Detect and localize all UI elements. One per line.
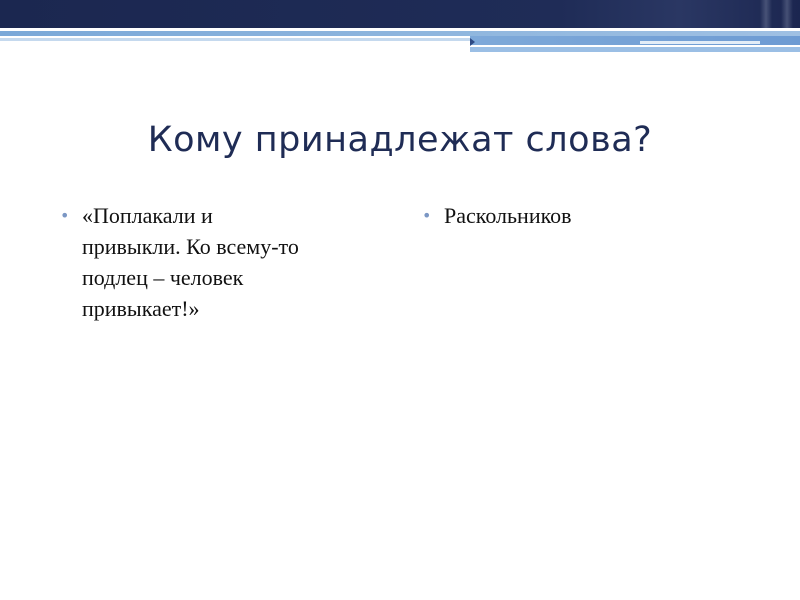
- header-accent-line: [470, 47, 800, 52]
- quote-line: подлец – человек: [82, 265, 244, 290]
- slide-title: Кому принадлежат слова?: [147, 120, 653, 160]
- quote-line: привыкает!»: [82, 296, 200, 321]
- answer-text: Раскольников: [444, 203, 572, 228]
- triangle-marker-icon: [470, 38, 475, 46]
- header-band-highlight: [781, 0, 793, 28]
- left-column: [58, 200, 388, 324]
- header-accent-notch: [640, 41, 760, 44]
- bullet-icon: •: [422, 206, 432, 225]
- answer-bullet: [420, 200, 750, 231]
- bullet-icon: •: [60, 206, 70, 225]
- quote-line: привыкли. Ко всему-то: [82, 234, 299, 259]
- quote-bullet: [58, 200, 388, 324]
- header-band-highlight: [760, 0, 772, 28]
- header-dark-band: [0, 0, 800, 28]
- quote-line: «Поплакали и: [82, 203, 213, 228]
- right-column: [420, 200, 750, 231]
